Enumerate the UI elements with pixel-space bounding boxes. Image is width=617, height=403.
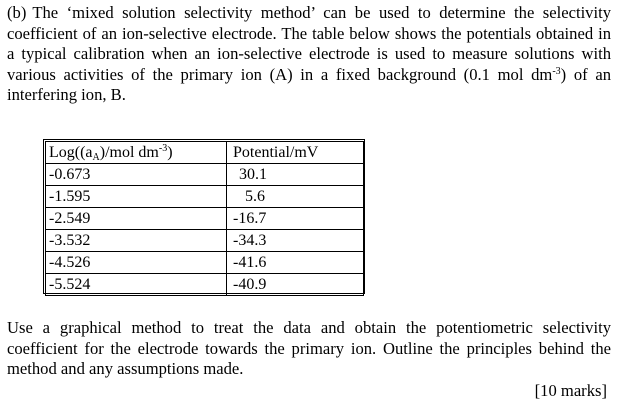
table-row bbox=[46, 230, 364, 252]
table-row bbox=[46, 274, 364, 296]
table-row bbox=[46, 208, 364, 230]
question-intro bbox=[7, 3, 611, 106]
cell-log-activity: -2.549 bbox=[46, 208, 227, 230]
question-task: Use a graphical method to treat the data and obtain the potentiometric selectivity coefficient for the electrode towards the primary ion. Outline the principles behind the method and any assumptions made. bbox=[7, 318, 611, 379]
intro-text-end: ) of an interfering ion, B. bbox=[7, 64, 612, 105]
calibration-table bbox=[45, 141, 364, 296]
table-header-row bbox=[46, 142, 364, 164]
table-row bbox=[46, 186, 364, 208]
intro-text: The ‘mixed solution selectivity method’ can be used to determine the selectivity coefficient of an ion-selective electrode. The table below shows the potentials obtained in a typical calibration when an ion-selective electrode is used to measure solutions with various activities of the primary ion (A) in a fixed background (0.1 mol dm bbox=[7, 3, 611, 84]
cell-potential: -40.9 bbox=[227, 274, 364, 296]
table-row bbox=[46, 252, 364, 274]
header-potential: Potential/mV bbox=[227, 142, 364, 164]
cell-potential: -34.3 bbox=[227, 230, 364, 252]
unit-exponent: -3 bbox=[552, 65, 561, 77]
cell-potential: -41.6 bbox=[227, 252, 364, 274]
cell-log-activity: -4.526 bbox=[46, 252, 227, 274]
table-row bbox=[46, 164, 364, 186]
cell-potential: 30.1 bbox=[227, 164, 364, 186]
part-label: (b) bbox=[7, 3, 27, 22]
header-log-activity: $Log((a_A)$/mol $dm^{-3}$) bbox=[46, 142, 227, 164]
marks-label: [10 marks] bbox=[534, 381, 607, 400]
cell-log-activity: -0.673 bbox=[46, 164, 227, 186]
cell-potential: -16.7 bbox=[227, 208, 364, 230]
cell-log-activity: -5.524 bbox=[46, 274, 227, 296]
cell-log-activity: -1.595 bbox=[46, 186, 227, 208]
cell-log-activity: -3.532 bbox=[46, 230, 227, 252]
cell-potential: 5.6 bbox=[227, 186, 364, 208]
